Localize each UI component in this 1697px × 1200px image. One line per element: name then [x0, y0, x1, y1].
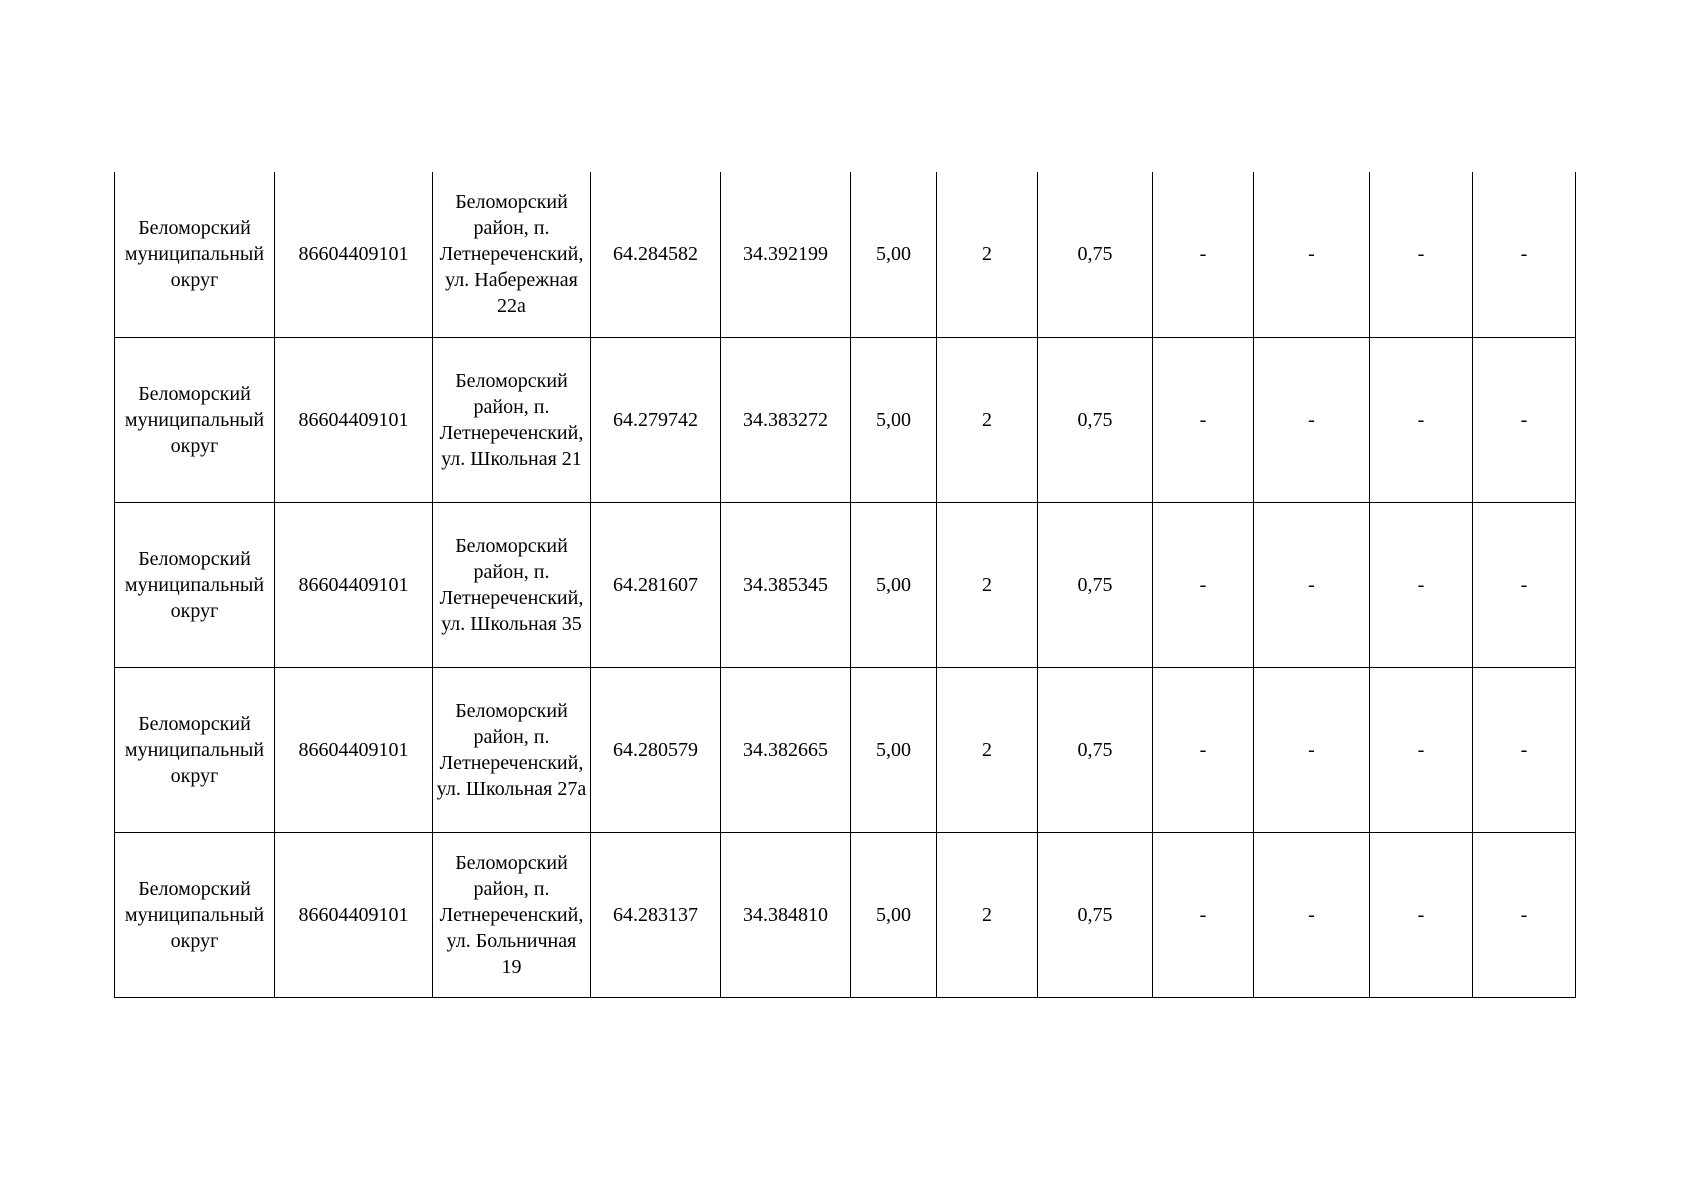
container-volume-cell: 0,75: [1038, 337, 1153, 502]
latitude-cell: 64.281607: [591, 502, 721, 667]
oktmo-code-cell: 86604409101: [275, 667, 433, 832]
area-cell: 5,00: [851, 502, 937, 667]
empty-value-cell: -: [1473, 502, 1576, 667]
oktmo-code-cell: 86604409101: [275, 502, 433, 667]
longitude-cell: 34.384810: [721, 832, 851, 997]
empty-value-cell: -: [1370, 337, 1473, 502]
empty-value-cell: -: [1254, 172, 1370, 337]
empty-value-cell: -: [1254, 337, 1370, 502]
empty-value-cell: -: [1370, 502, 1473, 667]
address-cell: Беломорский район, п. Летнереченский, ул. Набережная 22а: [433, 172, 591, 337]
container-count-cell: 2: [937, 667, 1038, 832]
container-volume-cell: 0,75: [1038, 832, 1153, 997]
empty-value-cell: -: [1254, 667, 1370, 832]
longitude-cell: 34.392199: [721, 172, 851, 337]
empty-value-cell: -: [1473, 172, 1576, 337]
table-row: [115, 667, 1576, 832]
latitude-cell: 64.280579: [591, 667, 721, 832]
latitude-cell: 64.283137: [591, 832, 721, 997]
empty-value-cell: -: [1153, 832, 1254, 997]
empty-value-cell: -: [1370, 667, 1473, 832]
address-cell: Беломорский район, п. Летнереченский, ул. Школьная 35: [433, 502, 591, 667]
area-cell: 5,00: [851, 667, 937, 832]
empty-value-cell: -: [1153, 667, 1254, 832]
empty-value-cell: -: [1370, 172, 1473, 337]
empty-value-cell: -: [1473, 337, 1576, 502]
longitude-cell: 34.383272: [721, 337, 851, 502]
table-row: [115, 502, 1576, 667]
longitude-cell: 34.385345: [721, 502, 851, 667]
container-volume-cell: 0,75: [1038, 502, 1153, 667]
empty-value-cell: -: [1254, 502, 1370, 667]
container-count-cell: 2: [937, 337, 1038, 502]
longitude-cell: 34.382665: [721, 667, 851, 832]
latitude-cell: 64.279742: [591, 337, 721, 502]
address-cell: Беломорский район, п. Летнереченский, ул. Школьная 21: [433, 337, 591, 502]
area-cell: 5,00: [851, 337, 937, 502]
empty-value-cell: -: [1254, 832, 1370, 997]
container-volume-cell: 0,75: [1038, 172, 1153, 337]
table-row: [115, 337, 1576, 502]
district-cell: Беломорский муниципальный округ: [115, 667, 275, 832]
district-cell: Беломорский муниципальный округ: [115, 502, 275, 667]
district-cell: Беломорский муниципальный округ: [115, 172, 275, 337]
area-cell: 5,00: [851, 832, 937, 997]
empty-value-cell: -: [1153, 172, 1254, 337]
oktmo-code-cell: 86604409101: [275, 337, 433, 502]
latitude-cell: 64.284582: [591, 172, 721, 337]
empty-value-cell: -: [1473, 832, 1576, 997]
container-count-cell: 2: [937, 502, 1038, 667]
container-count-cell: 2: [937, 832, 1038, 997]
empty-value-cell: -: [1370, 832, 1473, 997]
oktmo-code-cell: 86604409101: [275, 172, 433, 337]
container-volume-cell: 0,75: [1038, 667, 1153, 832]
container-sites-table: [114, 172, 1576, 998]
oktmo-code-cell: 86604409101: [275, 832, 433, 997]
table-row: [115, 832, 1576, 997]
empty-value-cell: -: [1473, 667, 1576, 832]
district-cell: Беломорский муниципальный округ: [115, 337, 275, 502]
table-row: [115, 172, 1576, 337]
empty-value-cell: -: [1153, 502, 1254, 667]
district-cell: Беломорский муниципальный округ: [115, 832, 275, 997]
container-count-cell: 2: [937, 172, 1038, 337]
address-cell: Беломорский район, п. Летнереченский, ул. Больничная 19: [433, 832, 591, 997]
empty-value-cell: -: [1153, 337, 1254, 502]
area-cell: 5,00: [851, 172, 937, 337]
address-cell: Беломорский район, п. Летнереченский, ул. Школьная 27а: [433, 667, 591, 832]
